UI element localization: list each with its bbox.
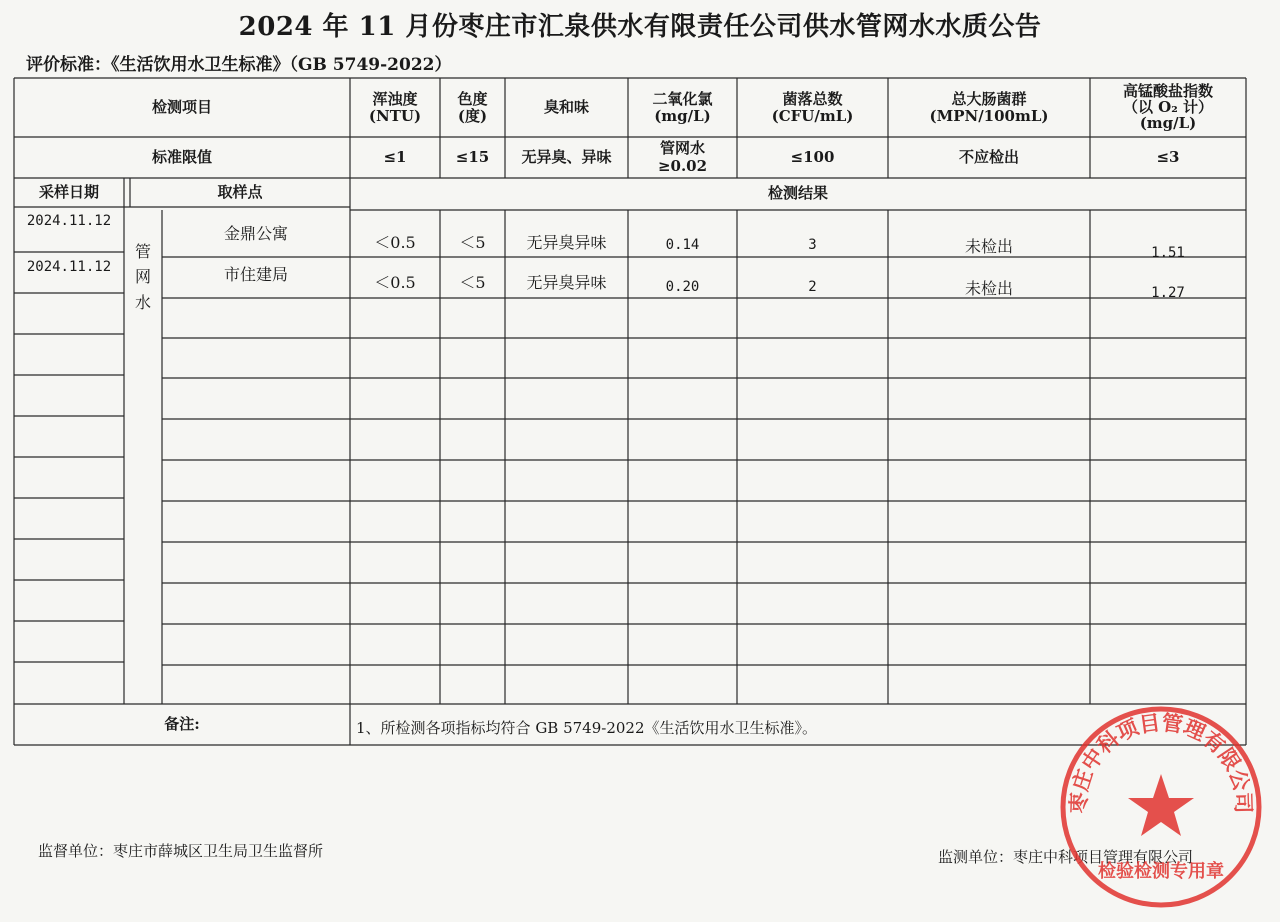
water-type-char: 管 <box>134 241 151 261</box>
page-title: 2024 年 11 月份枣庄市汇泉供水有限责任公司供水管网水水质公告 <box>238 12 1042 42</box>
header-turbidity <box>350 80 440 136</box>
limit-color: ≤15 <box>455 147 490 166</box>
header-colony-name: 菌落总数 <box>782 89 843 108</box>
header-permanganate-basis: （以 O₂ 计） <box>1122 98 1214 117</box>
note-label: 备注: <box>164 714 200 733</box>
subheader-site: 取样点 <box>217 182 263 201</box>
official-seal <box>1056 702 1266 912</box>
row-chlorine-dioxide: 0.14 <box>665 236 700 253</box>
row-odor: 无异臭异味 <box>526 232 607 252</box>
supervisor-unit: 监督单位：枣庄市薛城区卫生局卫生监督所 <box>38 842 324 860</box>
header-chlorine-unit: (mg/L) <box>654 107 711 125</box>
row-color: ＜5 <box>459 232 486 252</box>
evaluation-standard: 评价标准：《生活饮用水卫生标准》（GB 5749-2022） <box>26 55 452 75</box>
header-color-unit: (度) <box>457 107 488 125</box>
row-chlorine-dioxide: 0.20 <box>665 278 700 295</box>
row-turbidity: ＜0.5 <box>374 272 416 292</box>
header-chlorine-name: 二氧化氯 <box>652 89 713 108</box>
water-type-char: 网 <box>134 267 151 287</box>
monitor-unit: 监测单位：枣庄中科项目管理有限公司 <box>938 848 1194 866</box>
subheader-date: 采样日期 <box>38 182 99 201</box>
row-color: ＜5 <box>459 272 486 292</box>
limit-odor: 无异臭、异味 <box>521 147 612 166</box>
limit-coliform: 不应检出 <box>958 147 1019 166</box>
row-coliform: 未检出 <box>964 236 1013 256</box>
header-coliform-unit: (MPN/100mL) <box>929 107 1049 125</box>
header-turbidity-unit: (NTU) <box>368 107 422 125</box>
row-permanganate: 1.51 <box>1151 244 1185 261</box>
row-date: 2024.11.12 <box>26 258 112 275</box>
limit-chlorine-dioxide <box>628 137 737 178</box>
header-permanganate <box>1090 80 1246 136</box>
header-colony-unit: (CFU/mL) <box>771 107 854 125</box>
subheader-results: 检测结果 <box>767 184 828 203</box>
svg-text:检验检测专用章: 检验检测专用章 <box>1098 861 1224 882</box>
header-turbidity-name: 浑浊度 <box>372 89 418 108</box>
row-colony: 2 <box>808 278 817 295</box>
header-coliform <box>888 80 1090 136</box>
row-permanganate: 1.27 <box>1151 284 1185 301</box>
header-colony <box>737 80 888 136</box>
water-type-label <box>124 222 162 332</box>
limit-chlorine-value: ≥0.02 <box>657 156 708 175</box>
svg-text:枣庄中科项目管理有限公司: 枣庄中科项目管理有限公司 <box>1066 710 1256 814</box>
limit-colony: ≤100 <box>790 147 835 166</box>
header-permanganate-unit: (mg/L) <box>1139 113 1197 132</box>
limits-label: 标准限值 <box>151 147 212 166</box>
row-date: 2024.11.12 <box>26 212 112 229</box>
header-chlorine-dioxide <box>628 80 737 136</box>
note-text: 1、所检测各项指标均符合 GB 5749-2022《生活饮用水卫生标准》。 <box>356 719 818 737</box>
water-type-char: 水 <box>134 292 151 312</box>
header-color-name: 色度 <box>457 89 488 108</box>
limit-chlorine-scope: 管网水 <box>659 139 705 158</box>
header-coliform-name: 总大肠菌群 <box>951 89 1027 108</box>
header-item: 检测项目 <box>151 97 212 116</box>
header-odor: 臭和味 <box>543 98 589 117</box>
row-coliform: 未检出 <box>964 278 1013 298</box>
row-odor: 无异臭异味 <box>526 272 607 292</box>
row-site: 金鼎公寓 <box>223 223 288 243</box>
row-colony: 3 <box>808 236 817 253</box>
row-site: 市住建局 <box>223 264 288 284</box>
limit-turbidity: ≤1 <box>383 147 407 166</box>
row-turbidity: ＜0.5 <box>374 232 416 252</box>
header-permanganate-name: 高锰酸盐指数 <box>1122 82 1213 101</box>
header-color <box>440 80 505 136</box>
limit-permanganate: ≤3 <box>1156 147 1180 166</box>
